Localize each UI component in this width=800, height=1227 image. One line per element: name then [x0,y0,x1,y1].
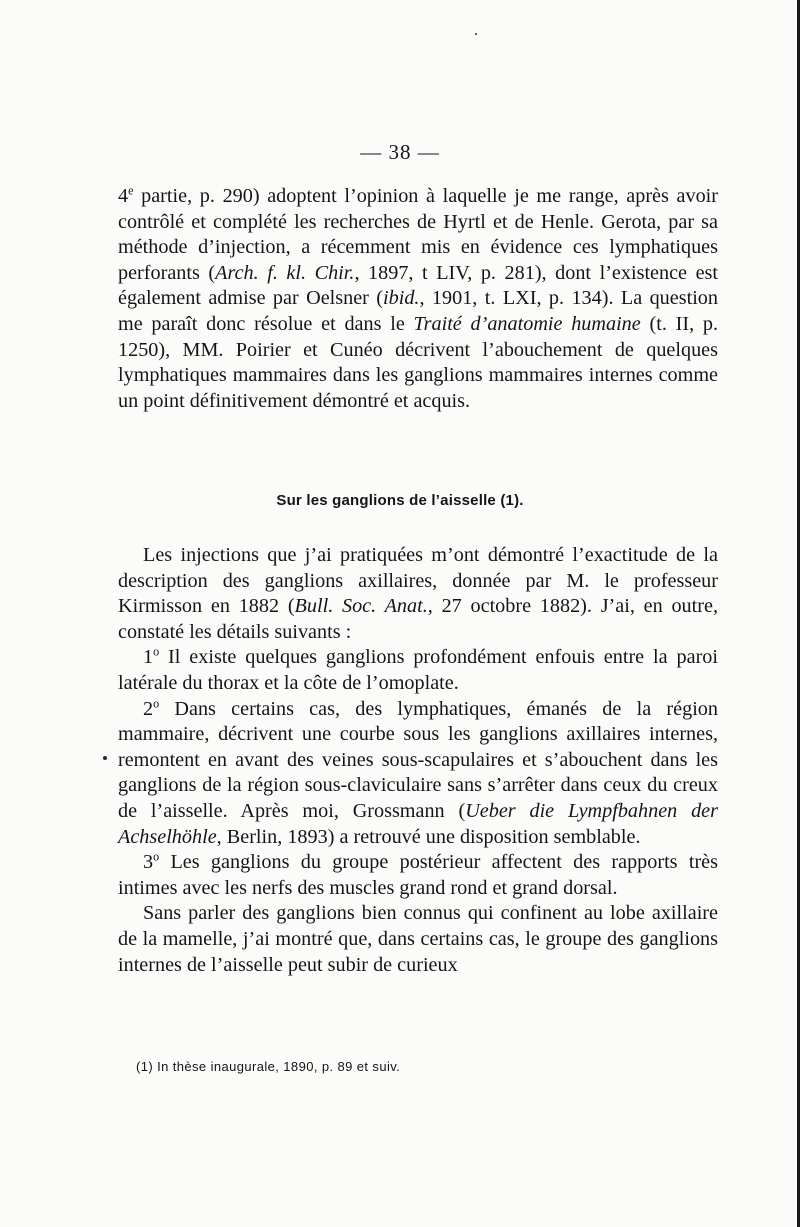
paragraph-text: Sans parler des ganglions bien connus qui confinent au lobe axillaire de la mamelle, j’ai montré que, dans certains cas, le groupe des ganglions internes de l’aisselle peut subir de curieux [118,902,718,976]
item-number: 2 [143,697,154,720]
paragraph-continued [118,184,718,414]
list-item-2 [118,697,718,851]
citation-italic: Ueber die Lympfbahnen der Achselhöhle [118,799,718,848]
ordinal-number: 4 [118,185,129,207]
paragraph-text: , 1897, t LIV, p. 281), dont l’existence est également admise par Oelsner ( [118,261,719,310]
paragraph-text: (t. II, p. 1250), MM. Poirier et Cunéo décrivent l’abouchement de quelques lymphatiques mammaires dans les ganglions mammaires internes comme un point définitivement démontré et acquis. [118,312,719,412]
citation-italic: Bull. Soc. Anat. [294,595,428,618]
ordinal-superscript: e [128,183,134,198]
item-text: , Berlin, 1893) a retrouvé une disposition semblable. [216,825,641,848]
item-text: Il existe quelques ganglions profondément enfouis entre la paroi latérale du thorax et la côte de l’omoplate. [118,646,718,694]
item-number: 1 [143,646,154,669]
item-text: Dans certains cas, des lymphatiques, émanés de la région mammaire, décrivent une courbe sous les ganglions axillaires internes, remontent en avant des veines sous-scapulaires et s’abouchent dans les ganglions de la région sous-claviculaire sans s’arrêter dans ceux du creux de l’aisselle. Après moi, Grossmann ( [118,697,718,822]
section-heading: Sur les ganglions de l’aisselle (1). [276,492,524,509]
citation-italic: ibid. [383,287,420,310]
citation-italic: Arch. f. kl. Chir. [215,261,355,284]
paragraph-text: partie, p. 290) adoptent l’opinion à laquelle je me range, après avoir contrôlé et complété les recherches de Hyrtl et de Henle. Gerota, par sa méthode d’injection, a récemment mis en évidence ces lymphatiques perforants ( [118,185,718,284]
ordinal-superscript: o [153,849,160,864]
page-number: — 38 — [360,140,440,164]
ordinal-superscript: o [153,645,160,660]
item-number: 3 [143,851,154,874]
list-item-3 [118,850,718,901]
text-block-bottom [118,543,718,978]
list-item-1 [118,645,718,696]
paragraph-text: , 27 octobre 1882). J’ai, en outre, constaté les détails suivants : [118,595,718,643]
paragraph [118,901,718,978]
paragraph-text: , 1901, t. LXI, p. 134). La question me paraît donc résolue et dans le [118,287,718,335]
ink-speck [103,756,107,760]
text-block-top [118,184,718,414]
citation-italic: Traité d’anatomie humaine [413,312,641,335]
item-text: Les ganglions du groupe postérieur affectent des rapports très intimes avec les nerfs des muscles grand rond et grand dorsal. [118,851,718,899]
paragraph-text: Les injections que j’ai pratiquées m’ont démontré l’exactitude de la description des ganglions axillaires, donnée par M. le professeur Kirmisson en 1882 ( [118,544,718,618]
footnote: (1) In thèse inaugurale, 1890, p. 89 et suiv. [136,1059,401,1074]
ink-speck [475,33,477,35]
ordinal-superscript: o [153,696,160,711]
paragraph [118,543,718,645]
